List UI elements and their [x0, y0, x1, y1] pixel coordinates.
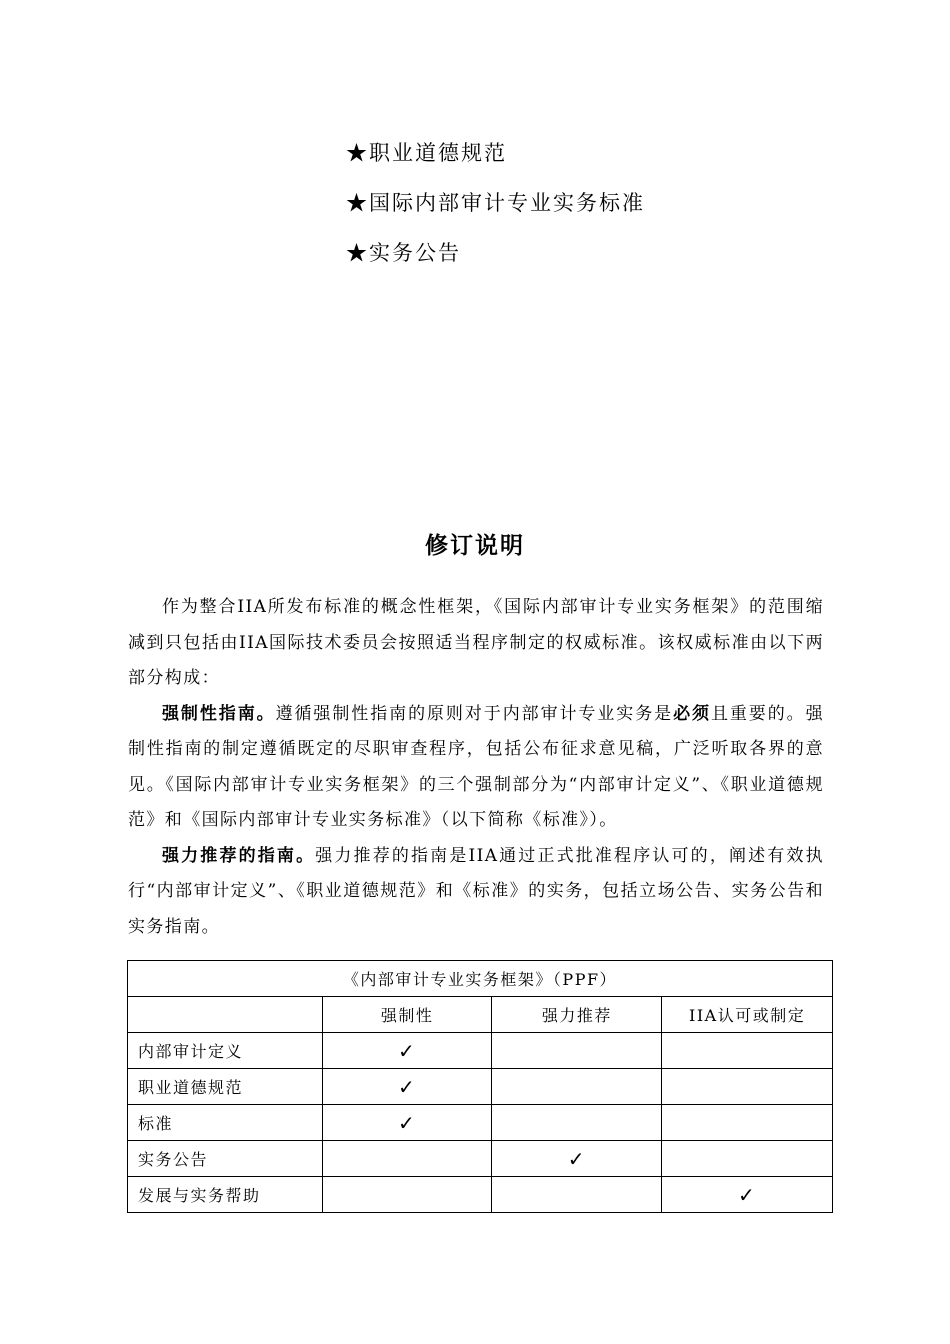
star-item: ★实务公告 — [346, 241, 461, 265]
recommended-heading: 强力推荐的指南。 — [162, 845, 316, 866]
table-row — [128, 1069, 833, 1105]
check-cell — [662, 1033, 833, 1069]
row-label: 标准 — [128, 1105, 323, 1141]
row-label: 发展与实务帮助 — [128, 1177, 323, 1213]
ppf-table — [127, 960, 833, 1213]
row-label: 实务公告 — [128, 1141, 323, 1177]
table-caption: 《内部审计专业实务框架》（PPF） — [128, 961, 833, 997]
check-cell — [492, 1177, 662, 1213]
check-cell — [492, 1069, 662, 1105]
star-list — [346, 128, 645, 278]
table-row — [128, 1105, 833, 1141]
mandatory-must: 必须 — [673, 703, 711, 724]
mandatory-text-1: 遵循强制性指南的原则对于内部审计专业实务是 — [275, 703, 674, 724]
column-header: 强力推荐 — [492, 997, 662, 1033]
column-header: 强制性 — [322, 997, 492, 1033]
check-cell — [662, 1069, 833, 1105]
check-cell: ✓ — [322, 1033, 492, 1069]
table-caption-row — [128, 961, 833, 997]
mandatory-paragraph — [128, 697, 824, 839]
check-cell — [322, 1141, 492, 1177]
check-cell — [322, 1177, 492, 1213]
table-row — [128, 1033, 833, 1069]
table-row — [128, 1177, 833, 1213]
intro-paragraph: 作为整合IIA所发布标准的概念性框架，《国际内部审计专业实务框架》的范围缩减到只包括由IIA国际技术委员会按照适当程序制定的权威标准。该权威标准由以下两部分构成： — [128, 597, 824, 688]
row-label: 内部审计定义 — [128, 1033, 323, 1069]
check-cell: ✓ — [322, 1069, 492, 1105]
body-text — [128, 590, 824, 945]
check-cell: ✓ — [322, 1105, 492, 1141]
check-cell — [492, 1033, 662, 1069]
section-title: 修订说明 — [425, 533, 525, 559]
table-row — [128, 1141, 833, 1177]
recommended-text: 强力推荐的指南是IIA通过正式批准程序认可的，阐述有效执行“内部审计定义”、《职业道德规范》和《标准》的实务，包括立场公告、实务公告和实务指南。 — [128, 845, 824, 937]
recommended-paragraph — [128, 839, 824, 946]
check-cell — [662, 1105, 833, 1141]
check-cell: ✓ — [492, 1141, 662, 1177]
check-cell: ✓ — [662, 1177, 833, 1213]
column-header: IIA认可或制定 — [662, 997, 833, 1033]
star-item: ★职业道德规范 — [346, 141, 507, 165]
star-item: ★国际内部审计专业实务标准 — [346, 191, 645, 215]
mandatory-heading: 强制性指南。 — [162, 703, 276, 724]
check-cell — [662, 1141, 833, 1177]
row-label: 职业道德规范 — [128, 1069, 323, 1105]
table-header-row — [128, 997, 833, 1033]
mandatory-text-2: 且重要的。强制性指南的制定遵循既定的尽职审查程序，包括公布征求意见稿，广泛听取各界的意见。《国际内部审计专业实务框架》的三个强制部分为“内部审计定义”、《职业道德规范》和《国际内部审计专业实务标准》（以下简称《标准》）。 — [128, 703, 824, 830]
check-cell — [492, 1105, 662, 1141]
table-corner-cell — [128, 997, 323, 1033]
